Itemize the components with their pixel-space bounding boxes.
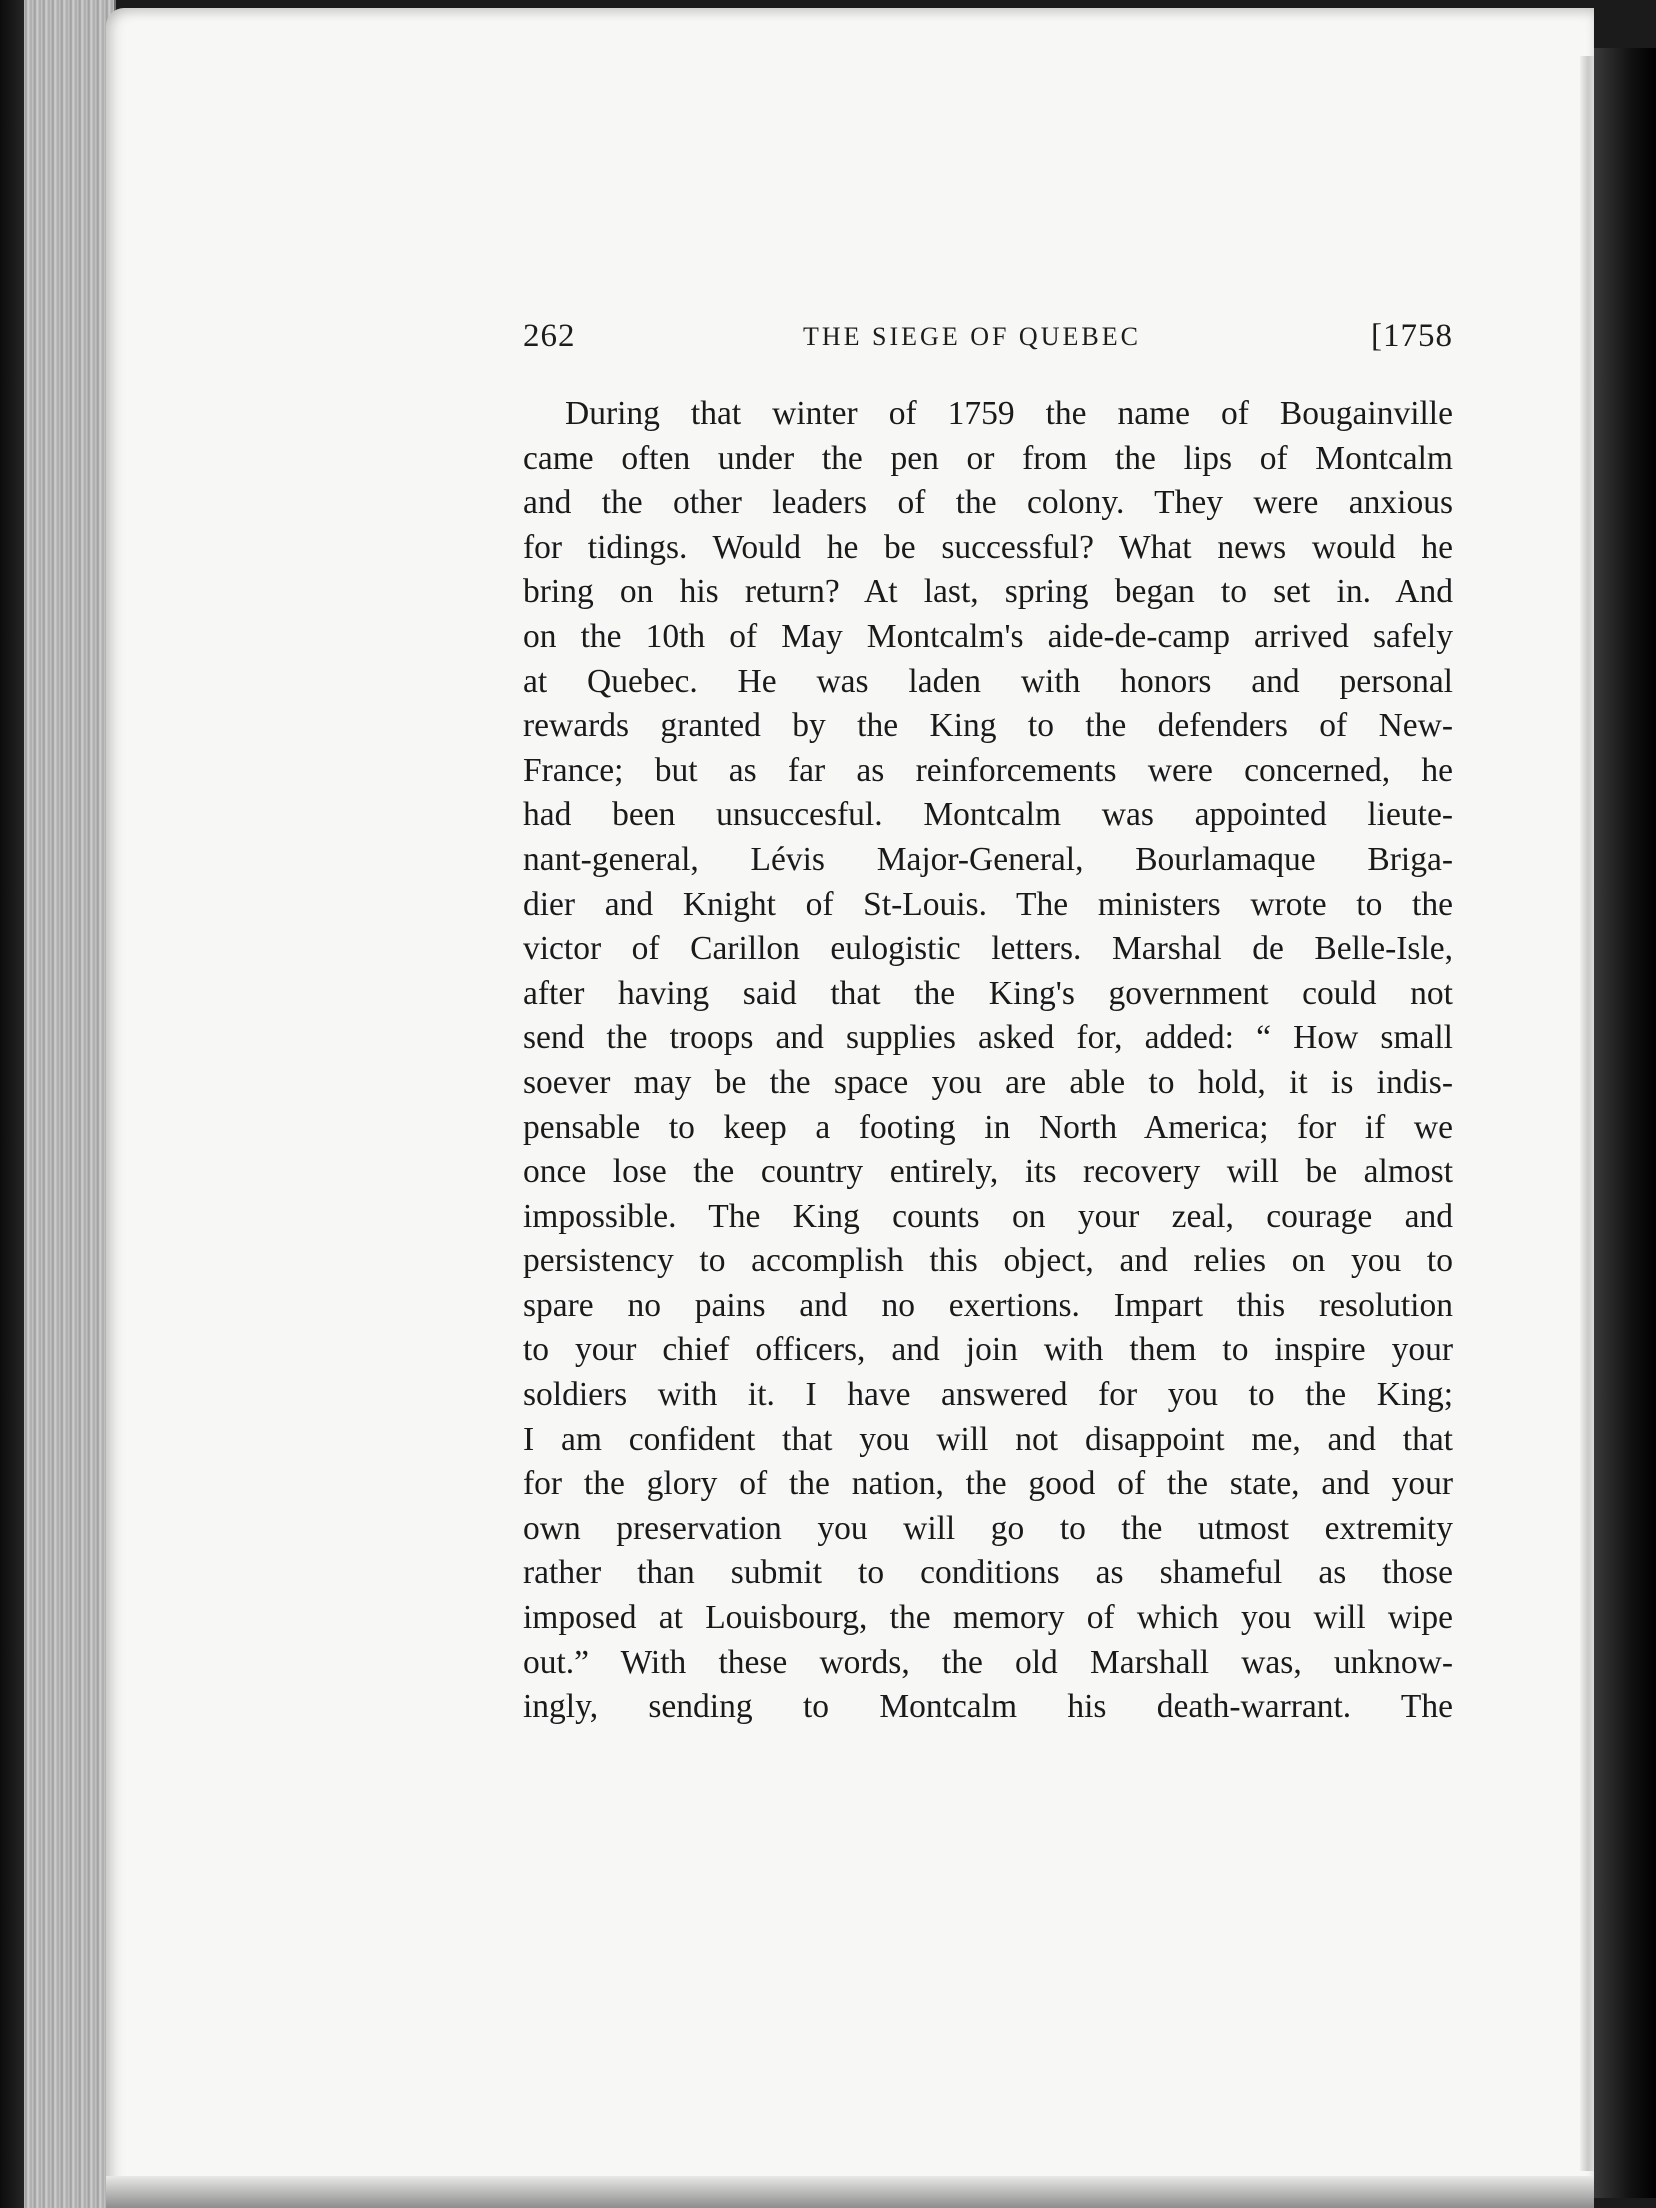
running-head	[523, 318, 1453, 368]
text-line: impossible. The King counts on your zeal, courage and	[523, 1197, 1453, 1235]
text-line: I am confident that you will not disappoint me, and that	[523, 1420, 1453, 1458]
text-line: to your chief officers, and join with them to inspire your	[523, 1331, 1453, 1369]
text-line: soever may be the space you are able to hold, it is indis-	[523, 1063, 1453, 1101]
text-line: came often under the pen or from the lips of Montcalm	[523, 439, 1453, 477]
text-line: soldiers with it. I have answered for you to the King;	[523, 1376, 1453, 1414]
text-line: dier and Knight of St-Louis. The ministers wrote to the	[523, 885, 1453, 923]
page-number: 262	[523, 318, 576, 354]
text-line: pensable to keep a footing in North America; for if we	[523, 1108, 1453, 1146]
text-line: for tidings. Would he be successful? What news would he	[523, 528, 1453, 566]
text-line: on the 10th of May Montcalm's aide-de-camp arrived safely	[523, 617, 1453, 655]
text-line: During that winter of 1759 the name of Bougainville	[565, 395, 1453, 432]
text-line: spare no pains and no exertions. Impart this resolution	[523, 1286, 1453, 1324]
text-line: out.” With these words, the old Marshall was, unknow-	[523, 1643, 1453, 1681]
text-line: at Quebec. He was laden with honors and personal	[523, 662, 1453, 700]
text-line: for the glory of the nation, the good of the state, and your	[523, 1465, 1453, 1503]
text-line: rather than submit to conditions as shameful as those	[523, 1554, 1453, 1592]
text-line: rewards granted by the King to the defenders of New-	[523, 707, 1453, 745]
page-bottom-shadow	[106, 2176, 1594, 2208]
right-page-edge	[1594, 48, 1656, 2198]
running-title: THE SIEGE OF QUEBEC	[803, 322, 1141, 351]
text-line: victor of Carillon eulogistic letters. Marshal de Belle-Isle,	[523, 930, 1453, 968]
text-line: after having said that the King's government could not	[523, 974, 1453, 1012]
text-line: imposed at Louisbourg, the memory of which you will wipe	[523, 1599, 1453, 1637]
text-line: nant-general, Lévis Major-General, Bourlamaque Briga-	[523, 840, 1453, 878]
text-line: once lose the country entirely, its recovery will be almost	[523, 1153, 1453, 1191]
body-text	[523, 392, 1453, 1730]
text-line: send the troops and supplies asked for, added: “ How small	[523, 1019, 1453, 1057]
text-line: France; but as far as reinforcements were concerned, he	[523, 751, 1453, 789]
text-line: persistency to accomplish this object, and relies on you to	[523, 1242, 1453, 1280]
text-line: ingly, sending to Montcalm his death-warrant. The	[523, 1688, 1453, 1726]
text-line: own preservation you will go to the utmost extremity	[523, 1509, 1453, 1547]
text-line: and the other leaders of the colony. They were anxious	[523, 484, 1453, 522]
year-marker: [1758	[1371, 318, 1453, 354]
text-line: had been unsuccesful. Montcalm was appointed lieute-	[523, 796, 1453, 834]
page-stack-edges	[24, 0, 116, 2208]
text-line: bring on his return? At last, spring began to set in. And	[523, 573, 1453, 611]
